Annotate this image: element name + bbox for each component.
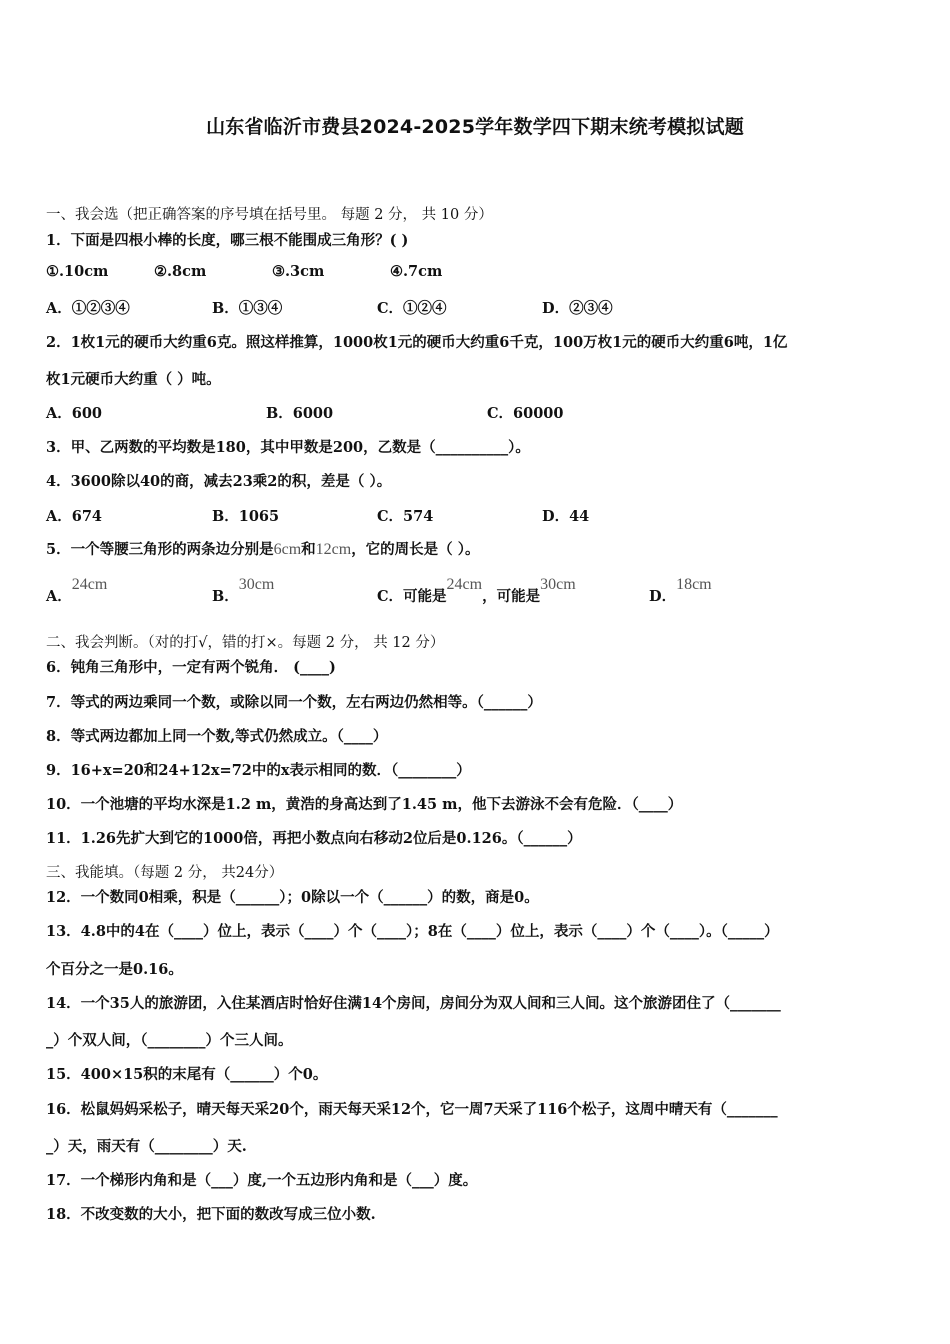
q5-option-c-value-2: 30cm bbox=[540, 576, 576, 593]
q5-option-c-mid: ，可能是 bbox=[482, 588, 541, 605]
question-5 bbox=[46, 538, 908, 559]
q5-option-b-value: 30cm bbox=[238, 576, 275, 593]
q5-option-a-value: 24cm bbox=[71, 576, 108, 593]
section-3-header: 三、我能填。（每题 2 分， 共24分） bbox=[46, 865, 284, 881]
question-1: 1．下面是四根小棒的长度，哪三根不能围成三角形？( ) bbox=[46, 232, 409, 249]
question-2-line-1: 2．1枚1元的硬币大约重6克。照这样推算，1000枚1元的硬币大约重6千克，100万枚1元的硬币大约重6吨，1亿 bbox=[46, 334, 788, 351]
stick-4: ④.7cm bbox=[390, 263, 443, 280]
section-1-header: 一、我会选（把正确答案的序号填在括号里。 每题 2 分， 共 10 分） bbox=[46, 207, 493, 223]
question-4: 4．3600除以40的商，减去23乘2的积，差是（ ）。 bbox=[46, 473, 392, 490]
question-9: 9．16+x=20和24+12x=72中的x表示相同的数．（________） bbox=[46, 762, 471, 779]
q5-option-c-label: C．可能是 bbox=[377, 588, 447, 605]
q5-option-b bbox=[212, 576, 275, 606]
question-7: 7．等式的两边乘同一个数，或除以同一个数，左右两边仍然相等。（______） bbox=[46, 694, 542, 711]
q1-option-b: B．①③④ bbox=[212, 300, 283, 317]
question-13-line-1: 13．4.8中的4在（____）位上，表示（____）个（____）；8在（____）位上，表示（____）个（____）。（_____） bbox=[46, 923, 779, 940]
question-3: 3．甲、乙两数的平均数是180，其中甲数是200，乙数是（__________）。 bbox=[46, 439, 530, 456]
q5-option-c bbox=[377, 576, 576, 606]
question-6: 6．钝角三角形中，一定有两个锐角． (____) bbox=[46, 659, 336, 676]
q5-option-d bbox=[649, 576, 712, 606]
q5-post: ，它的周长是（ ）。 bbox=[351, 541, 480, 558]
question-18: 18．不改变数的大小，把下面的数改写成三位小数. bbox=[46, 1206, 376, 1223]
question-14-line-2: _）个双人间，（________）个三人间。 bbox=[46, 1032, 293, 1049]
question-11: 11．1.26先扩大到它的1000倍，再把小数点向右移动2位后是0.126。（______） bbox=[46, 830, 582, 847]
stick-3: ③.3cm bbox=[272, 263, 325, 280]
section-2-header: 二、我会判断。（对的打√，错的打×。每题 2 分， 共 12 分） bbox=[46, 635, 445, 651]
q5-option-c-value-1: 24cm bbox=[446, 576, 483, 593]
stick-2: ②.8cm bbox=[154, 263, 207, 280]
question-10: 10．一个池塘的平均水深是1.2 m，黄浩的身高达到了1.45 m，他下去游泳不会有危险．（____） bbox=[46, 796, 683, 813]
q5-option-d-label: D． bbox=[649, 588, 677, 605]
q4-option-b: B．1065 bbox=[212, 508, 280, 525]
q4-option-c: C．574 bbox=[377, 508, 434, 525]
question-14-line-1: 14．一个35人的旅游团，入住某酒店时恰好住满14个房间，房间分为双人间和三人间。这个旅游团住了（_______ bbox=[46, 995, 781, 1012]
question-16-line-2: _）天，雨天有（________）天. bbox=[46, 1138, 247, 1155]
q2-option-a: A．600 bbox=[46, 405, 103, 422]
question-2-line-2: 枚1元硬币大约重（ ）吨。 bbox=[46, 371, 221, 388]
q5-mid: 和 bbox=[301, 541, 316, 558]
q4-option-a: A．674 bbox=[46, 508, 103, 525]
q5-option-a bbox=[46, 576, 108, 606]
q5-option-b-label: B． bbox=[212, 588, 239, 605]
question-15: 15．400×15积的末尾有（______）个0。 bbox=[46, 1066, 328, 1083]
stick-1: ①.10cm bbox=[46, 263, 109, 280]
q2-option-c: C．60000 bbox=[487, 405, 564, 422]
question-8: 8．等式两边都加上同一个数,等式仍然成立。（____） bbox=[46, 728, 388, 745]
question-13-line-2: 个百分之一是0.16。 bbox=[46, 961, 183, 978]
question-12: 12．一个数同0相乘，积是（______）；0除以一个（______）的数，商是0。 bbox=[46, 889, 539, 906]
question-17: 17．一个梯形内角和是（___）度,一个五边形内角和是（___）度。 bbox=[46, 1172, 478, 1189]
q5-side-1: 6cm bbox=[273, 541, 302, 558]
q5-option-d-value: 18cm bbox=[676, 576, 712, 593]
q5-option-a-label: A． bbox=[46, 588, 72, 605]
page-title: 山东省临沂市费县2024-2025学年数学四下期末统考模拟试题 bbox=[206, 116, 744, 138]
q4-option-d: D．44 bbox=[542, 508, 590, 525]
question-16-line-1: 16．松鼠妈妈采松子，晴天每天采20个，雨天每天采12个，它一周7天采了116个松子，这周中晴天有（_______ bbox=[46, 1101, 778, 1118]
q1-option-d: D．②③④ bbox=[542, 300, 613, 317]
q1-option-a: A．①②③④ bbox=[46, 300, 130, 317]
q1-option-c: C．①②④ bbox=[377, 300, 447, 317]
q5-side-2: 12cm bbox=[315, 541, 352, 558]
q2-option-b: B．6000 bbox=[266, 405, 334, 422]
q5-pre: 5．一个等腰三角形的两条边分别是 bbox=[46, 541, 274, 558]
